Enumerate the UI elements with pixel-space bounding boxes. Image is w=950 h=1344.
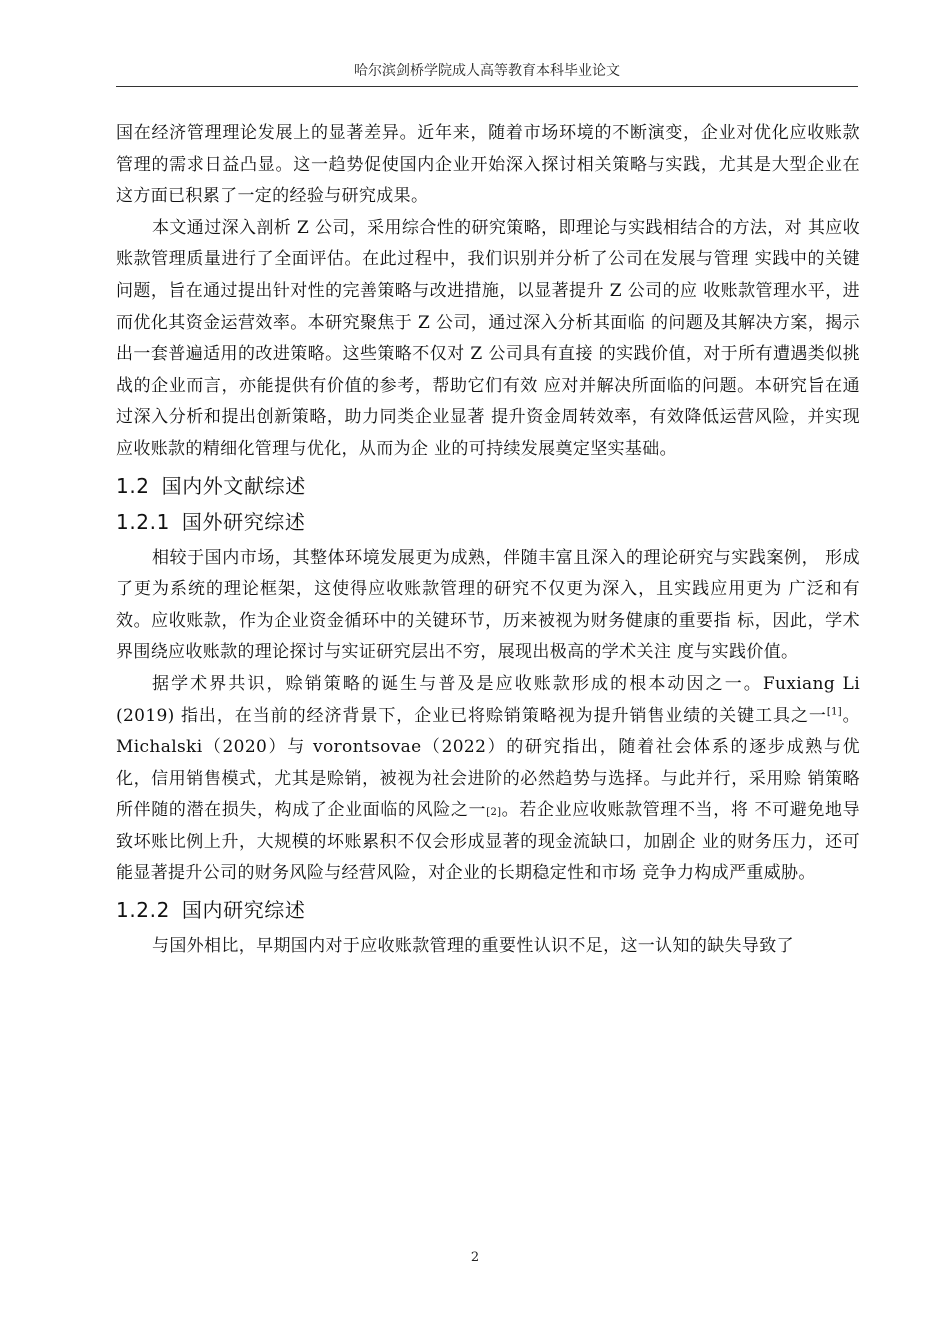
paragraph-continued: 国在经济管理理论发展上的显著差异。近年来，随着市场环境的不断演变，企业对优化应收账款管理的需求日益凸显。这一趋势促使国内企业开始深入探讨相关策略与实践，尤其是大型企业在这方面已积累了一定的经验与研究成果。 (116, 123, 860, 207)
running-header: 哈尔滨剑桥学院成人高等教育本科毕业论文 (116, 60, 858, 87)
body-content (116, 118, 860, 963)
section-number: 1.2 (116, 473, 150, 498)
paragraph-research-purpose: 本文通过深入剖析 Z 公司，采用综合性的研究策略，即理论与实践相结合的方法，对 其应收账款管理质量进行了全面评估。在此过程中，我们识别并分析了公司在发展与管理 实践中的关键问题，旨在通过提出针对性的完善策略与改进措施，以显著提升 Z 公司的应 收账款管理水平，进而优化其资金运营效率。本研究聚焦于 Z 公司，通过深入分析其面临 的问题及其解决方案，揭示出一套普遍适用的改进策略。这些策略不仅对 Z 公司具有直接 的实践价值，对于所有遭遇类似挑战的企业而言，亦能提供有价值的参考，帮助它们有效 应对并解决所面临的问题。本研究旨在通过深入分析和提出创新策略，助力同类企业显著 提升资金周转效率，有效降低运营风险，并实现应收账款的精细化管理与优化，从而为企 业的可持续发展奠定坚实基础。 (116, 217, 860, 459)
section-title: 国外研究综述 (181, 509, 306, 534)
page-number: 2 (470, 1250, 480, 1265)
section-heading-1-2-1 (116, 507, 860, 537)
text-run: 。Michalski（2020）与 vorontsovae（2022）的研究指出，随着社会体系的逐步成熟与优 化，信用销售模式，尤其是赊销，被视为社会进阶的必然趋势与选择。与此并行，采用赊 销策略所伴随的潜在损失，构成了企业面临的风险之一 (116, 705, 860, 821)
paragraph-foreign-overview: 相较于国内市场，其整体环境发展更为成熟，伴随丰富且深入的理论研究与实践案例， 形成了更为系统的理论框架，这使得应收账款管理的研究不仅更为深入，且实践应用更为 广泛和有效。应收账款，作为企业资金循环中的关键环节，历来被视为财务健康的重要指 标，因此，学术界围绕应收账款的理论探讨与实证研究层出不穷，展现出极高的学术关注 度与实践价值。 (116, 547, 860, 663)
section-title: 国内研究综述 (181, 898, 306, 923)
paragraph-credit-sales (116, 669, 860, 890)
section-heading-1-2-2 (116, 895, 860, 925)
citation-ref-2[interactable]: [2] (486, 807, 502, 819)
citation-ref-1[interactable]: [1] (826, 705, 843, 717)
section-heading-1-2 (116, 471, 860, 501)
section-title: 国内外文献综述 (161, 473, 306, 498)
section-number: 1.2.2 (116, 898, 170, 923)
paragraph-domestic-overview: 与国外相比，早期国内对于应收账款管理的重要性认识不足，这一认知的缺失导致了 (152, 936, 794, 957)
text-run: 据学术界共识，赊销策略的诞生与普及是应收账款形成的根本动因之一。Fuxiang Li (2019) 指出，在当前的经济背景下，企业已将赊销策略视为提升销售业绩的关键工具之一 (116, 673, 860, 726)
section-number: 1.2.1 (116, 509, 170, 534)
text-run: 。若企业应收账款管理不当，将 不可避免地导致坏账比例上升，大规模的坏账累积不仅会形成显著的现金流缺口，加剧企 业的财务压力，还可能显著提升公司的财务风险与经营风险，对企业的长期稳定性和市场 竞争力构成严重威胁。 (116, 800, 860, 884)
